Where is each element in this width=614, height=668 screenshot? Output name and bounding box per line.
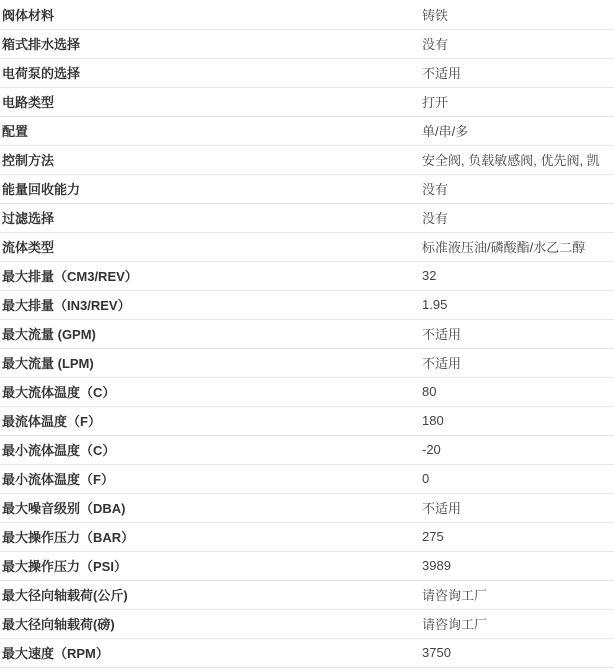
spec-label: 电荷泵的选择 (0, 58, 422, 87)
table-row (0, 203, 614, 232)
spec-label: 电路类型 (0, 87, 422, 116)
table-row (0, 319, 614, 348)
table-row (0, 174, 614, 203)
spec-label: 流体类型 (0, 232, 422, 261)
spec-label: 最大径向轴载荷(公斤) (0, 580, 422, 609)
spec-label: 最大噪音级别（DBA) (0, 493, 422, 522)
table-row (0, 464, 614, 493)
spec-label: 最小流体温度（F） (0, 464, 422, 493)
table-row (0, 348, 614, 377)
spec-label: 最大排量（CM3/REV） (0, 261, 422, 290)
spec-value: 不适用 (422, 58, 614, 87)
spec-value: 3750 (422, 638, 614, 667)
spec-label: 箱式排水选择 (0, 29, 422, 58)
spec-value: 不适用 (422, 319, 614, 348)
spec-label: 控制方法 (0, 145, 422, 174)
table-row (0, 435, 614, 464)
spec-value: 275 (422, 522, 614, 551)
table-row (0, 522, 614, 551)
spec-value: 请咨询工厂 (422, 609, 614, 638)
spec-value: 不适用 (422, 493, 614, 522)
spec-value: 80 (422, 377, 614, 406)
spec-value: 请咨询工厂 (422, 580, 614, 609)
spec-label: 配置 (0, 116, 422, 145)
spec-label: 最大流量 (LPM) (0, 348, 422, 377)
table-row (0, 609, 614, 638)
table-row (0, 29, 614, 58)
table-row (0, 0, 614, 29)
spec-value: 标准液压油/磷酸酯/水乙二醇 (422, 232, 614, 261)
table-row (0, 58, 614, 87)
spec-value: 没有 (422, 203, 614, 232)
spec-value: 打开 (422, 87, 614, 116)
spec-label: 最大速度（RPM） (0, 638, 422, 667)
spec-label: 最大操作压力（BAR） (0, 522, 422, 551)
table-row (0, 116, 614, 145)
spec-label: 阀体材料 (0, 0, 422, 29)
spec-value: 0 (422, 464, 614, 493)
table-row (0, 580, 614, 609)
spec-value: 铸铁 (422, 0, 614, 29)
spec-value: -20 (422, 435, 614, 464)
table-row (0, 261, 614, 290)
table-row (0, 145, 614, 174)
spec-label: 最大排量（IN3/REV） (0, 290, 422, 319)
spec-value: 没有 (422, 174, 614, 203)
spec-label: 过滤选择 (0, 203, 422, 232)
table-row (0, 377, 614, 406)
spec-label: 能量回收能力 (0, 174, 422, 203)
table-row (0, 406, 614, 435)
spec-value: 安全阀, 负载敏感阀, 优先阀, 凯 (422, 145, 614, 174)
spec-value: 单/串/多 (422, 116, 614, 145)
spec-value: 180 (422, 406, 614, 435)
spec-label: 最大径向轴载荷(磅) (0, 609, 422, 638)
table-row (0, 232, 614, 261)
spec-label: 最大操作压力（PSI） (0, 551, 422, 580)
spec-label: 最流体温度（F） (0, 406, 422, 435)
spec-value: 不适用 (422, 348, 614, 377)
spec-value: 3989 (422, 551, 614, 580)
table-row (0, 493, 614, 522)
spec-label: 最大流体温度（C） (0, 377, 422, 406)
table-row (0, 638, 614, 667)
spec-value: 没有 (422, 29, 614, 58)
spec-value: 1.95 (422, 290, 614, 319)
table-row (0, 290, 614, 319)
spec-label: 最小流体温度（C） (0, 435, 422, 464)
table-row (0, 87, 614, 116)
spec-value: 32 (422, 261, 614, 290)
spec-label: 最大流量 (GPM) (0, 319, 422, 348)
table-row (0, 551, 614, 580)
